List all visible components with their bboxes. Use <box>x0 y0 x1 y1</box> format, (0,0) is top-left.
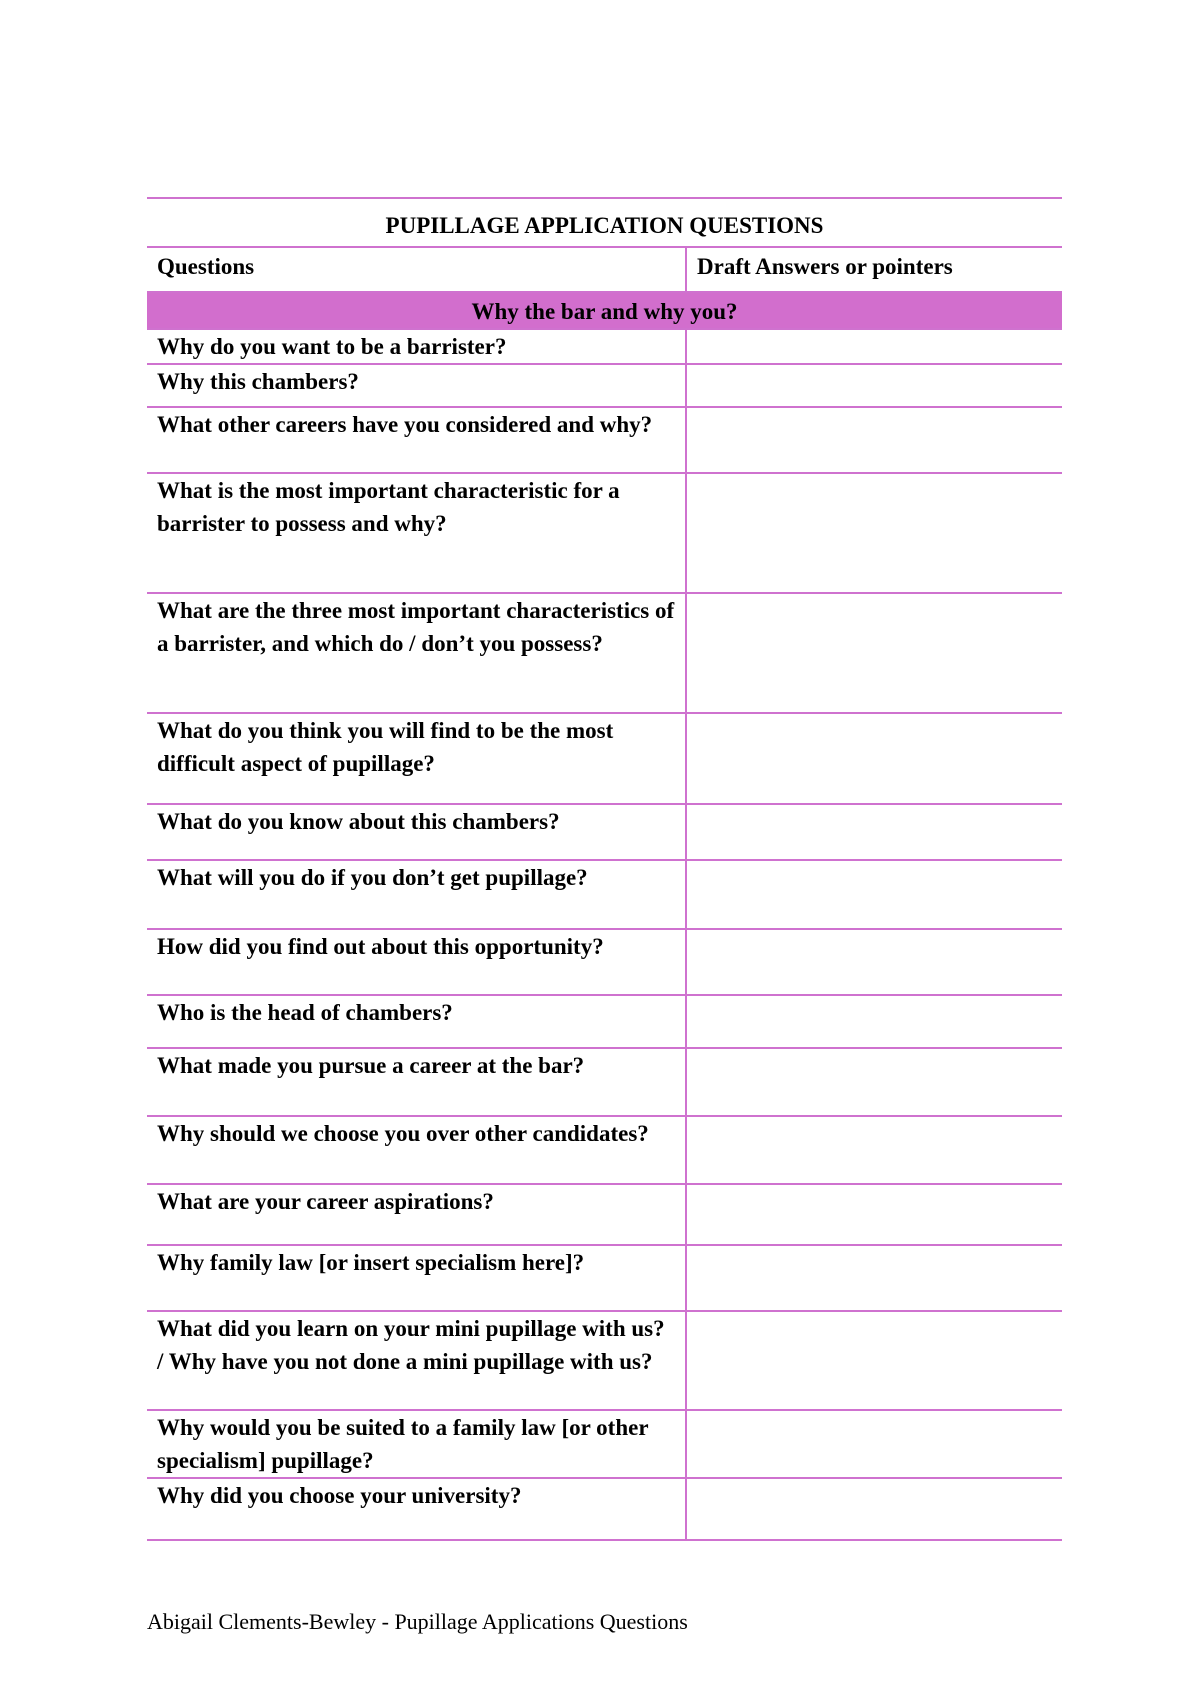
answer-cell[interactable] <box>686 473 1062 593</box>
question-cell: What do you think you will find to be the most difficult aspect of pupillage? <box>147 713 686 804</box>
table-row <box>147 364 1062 407</box>
table-row <box>147 1478 1062 1540</box>
question-cell: Who is the head of chambers? <box>147 995 686 1048</box>
table-row <box>147 1245 1062 1311</box>
question-cell: What did you learn on your mini pupillage with us? / Why have you not done a mini pupillage with us? <box>147 1311 686 1410</box>
answers-column-header: Draft Answers or pointers <box>697 254 953 279</box>
table-row <box>147 1184 1062 1245</box>
table-row <box>147 929 1062 995</box>
questions-table <box>147 197 1062 1541</box>
answer-cell[interactable] <box>686 407 1062 473</box>
table-row <box>147 593 1062 713</box>
question-cell: What will you do if you don’t get pupillage? <box>147 860 686 929</box>
answer-cell[interactable] <box>686 929 1062 995</box>
question-cell: How did you find out about this opportunity? <box>147 929 686 995</box>
answer-cell[interactable] <box>686 804 1062 860</box>
column-header-row <box>147 247 1062 292</box>
question-cell: Why should we choose you over other candidates? <box>147 1116 686 1184</box>
table-row <box>147 713 1062 804</box>
answer-cell[interactable] <box>686 713 1062 804</box>
page-footer: Abigail Clements-Bewley - Pupillage Applications Questions <box>147 1609 688 1634</box>
table-row <box>147 804 1062 860</box>
table-row <box>147 1410 1062 1478</box>
answer-cell[interactable] <box>686 1048 1062 1116</box>
question-cell: Why did you choose your university? <box>147 1478 686 1540</box>
question-cell: What are the three most important characteristics of a barrister, and which do / don’t you possess? <box>147 593 686 713</box>
table-row <box>147 995 1062 1048</box>
table-row <box>147 1048 1062 1116</box>
title-row <box>147 198 1062 247</box>
answer-cell[interactable] <box>686 593 1062 713</box>
question-cell: Why family law [or insert specialism here]? <box>147 1245 686 1311</box>
question-cell: What made you pursue a career at the bar? <box>147 1048 686 1116</box>
table-row <box>147 329 1062 364</box>
answer-cell[interactable] <box>686 329 1062 364</box>
answer-cell[interactable] <box>686 1478 1062 1540</box>
question-cell: What do you know about this chambers? <box>147 804 686 860</box>
table-row <box>147 1311 1062 1410</box>
answer-cell[interactable] <box>686 1245 1062 1311</box>
question-cell: What other careers have you considered and why? <box>147 407 686 473</box>
table-row <box>147 1116 1062 1184</box>
question-cell: Why this chambers? <box>147 364 686 407</box>
section-heading: Why the bar and why you? <box>147 292 1062 329</box>
question-cell: What are your career aspirations? <box>147 1184 686 1245</box>
section-row <box>147 292 1062 329</box>
answer-cell[interactable] <box>686 1116 1062 1184</box>
answer-cell[interactable] <box>686 1311 1062 1410</box>
answer-cell[interactable] <box>686 860 1062 929</box>
questions-column-header: Questions <box>147 247 686 292</box>
answer-cell[interactable] <box>686 364 1062 407</box>
answer-cell[interactable] <box>686 1184 1062 1245</box>
table-row <box>147 407 1062 473</box>
question-cell: What is the most important characteristic for a barrister to possess and why? <box>147 473 686 593</box>
answer-cell[interactable] <box>686 995 1062 1048</box>
question-cell: Why would you be suited to a family law [or other specialism] pupillage? <box>147 1410 686 1478</box>
table-row <box>147 473 1062 593</box>
document-title: PUPILLAGE APPLICATION QUESTIONS <box>385 213 824 238</box>
answer-cell[interactable] <box>686 1410 1062 1478</box>
table-row <box>147 860 1062 929</box>
question-cell: Why do you want to be a barrister? <box>147 329 686 364</box>
